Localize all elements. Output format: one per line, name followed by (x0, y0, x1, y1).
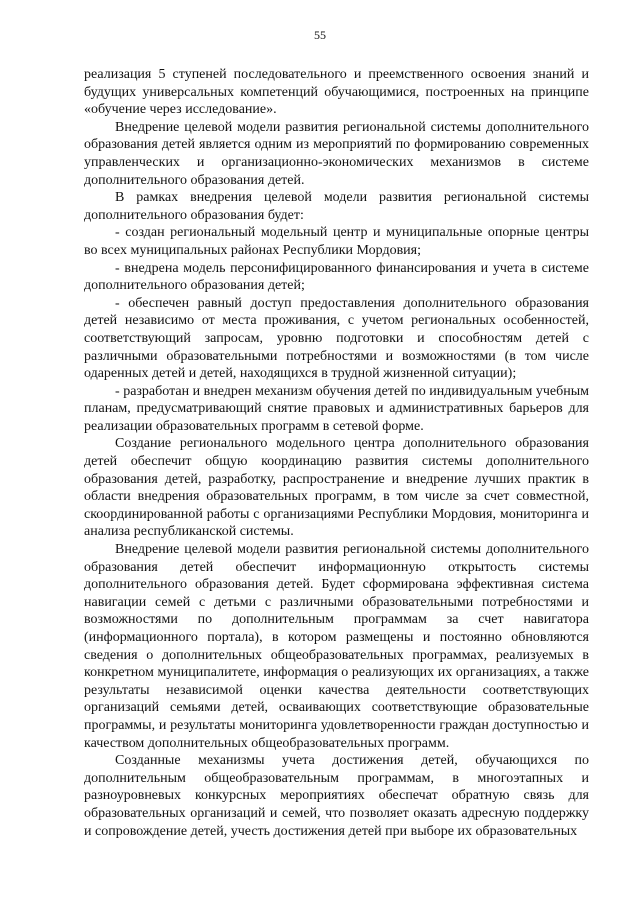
page-number: 55 (314, 28, 326, 42)
paragraph-information-openness: Внедрение целевой модели развития региональной системы дополнительного образования детей обеспечит информационную открытость системы дополнительного образования детей. Будет сформирована эффективная система навигации семей с детьми с различными образовательными потребностями и возможностями по дополнительным программам за счет навигатора (информационного портала), в котором размещены и постоянно обновляются сведения о дополнительных общеобразовательных программах, реализуемых в конкретном муниципалитете, информация о реализующих их организациях, а также результаты независимой оценки качества деятельности соответствующих организаций семьями детей, осваивающих соответствующие образовательные программы, и результаты мониторинга удовлетворенности граждан доступностью и качеством дополнительных общеобразовательных программ. (84, 542, 589, 751)
paragraph-regional-center: Создание регионального модельного центра дополнительного образования детей обеспечит общую координацию развития системы дополнительного образования детей, разработку, распространение и внедрение лучших практик в области внедрения образовательных программ, в том числе за счет совместной, скоординированной работы с организациями Республики Мордовия, мониторинга и анализа республиканской системы. (84, 436, 589, 540)
list-item-individual-plans: - разработан и внедрен механизм обучения детей по индивидуальным учебным планам, предусматривающий снятие правовых и административных барьеров для реализации образовательных программ в сетевой форме. (84, 383, 589, 434)
list-item-personalized-funding: - внедрена модель персонифицированного финансирования и учета в системе дополнительного образования детей; (84, 260, 589, 294)
paragraph-achievement-tracking: Созданные механизмы учета достижения детей, обучающихся по дополнительным общеобразовательным программам, в многоэтапных и разноуровневых конкурсных мероприятиях обеспечат обратную связь для образовательных организаций и семей, что позволяет оказать адресную поддержку и сопровождение детей, учесть достижения детей при выборе их образовательных (84, 753, 589, 839)
paragraph-continuation: реализация 5 ступеней последовательного и преемственного освоения знаний и будущих универсальных компетенций обучающимися, построенных на принципе «обучение через исследование». (84, 67, 589, 118)
list-item-equal-access: - обеспечен равный доступ предоставления дополнительного образования детей независимо от места проживания, с учетом региональных особенностей, соответствующий запросам, уровню подготовки и способностям детей с различными образовательными потребностями и возможностями (в том числе одаренных детей и детей, находящихся в трудной жизненной ситуации); (84, 295, 589, 382)
paragraph-target-model-intro: Внедрение целевой модели развития региональной системы дополнительного образования детей является одним из мероприятий по формированию современных управленческих и организационно-экономических механизмов в системе дополнительного образования детей. (84, 119, 589, 188)
document-body (84, 66, 589, 840)
paragraph-framework-intro: В рамках внедрения целевой модели развития региональной системы дополнительного образования будет: (84, 190, 589, 223)
list-item-modeling-center: - создан региональный модельный центр и муниципальные опорные центры во всех муниципальных районах Республики Мордовия; (84, 225, 589, 258)
